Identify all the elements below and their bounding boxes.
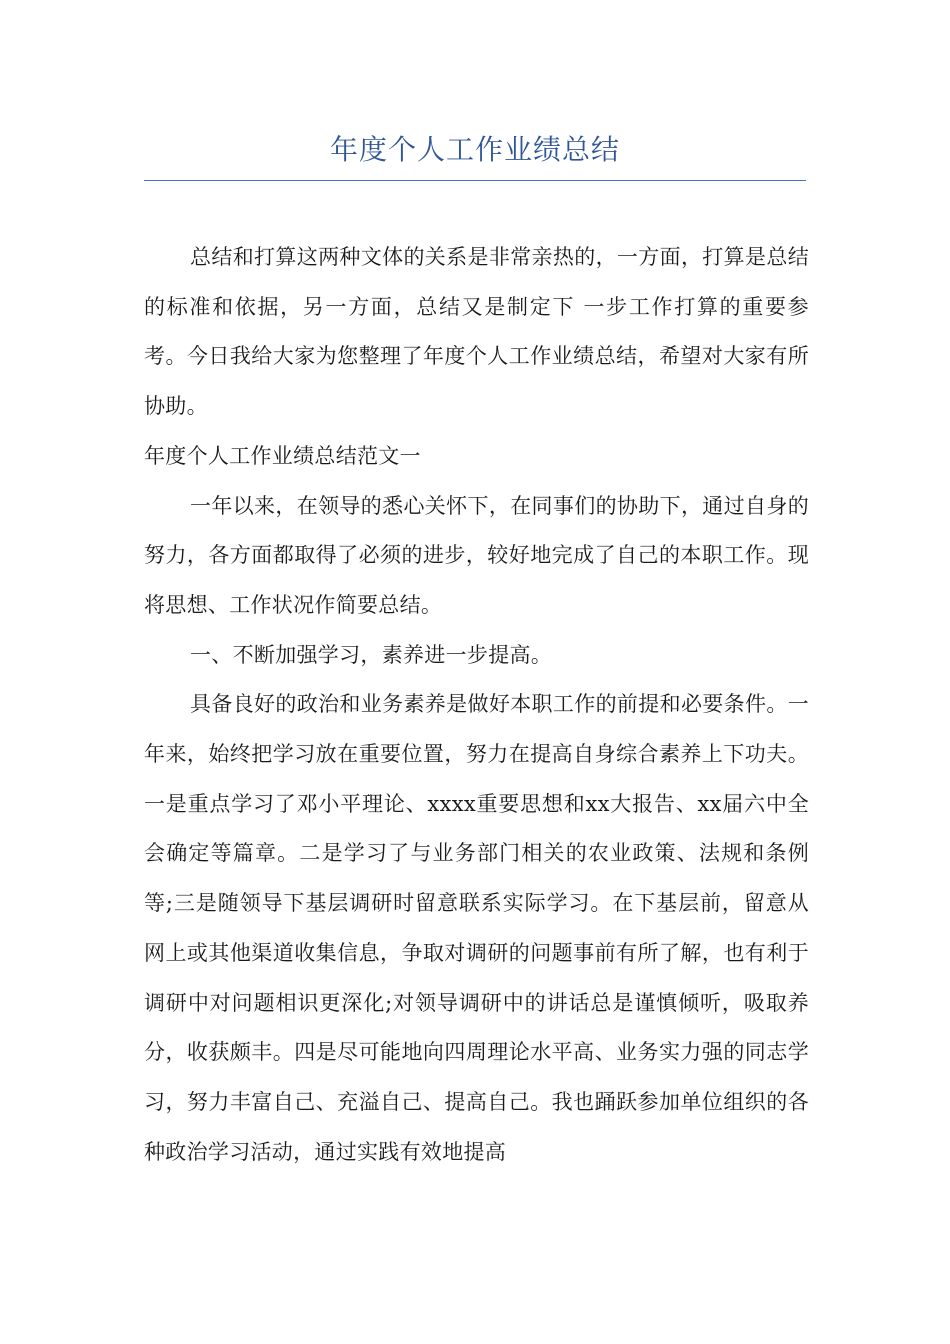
- document-title: 年度个人工作业绩总结: [329, 133, 620, 166]
- title-underline: [144, 180, 806, 181]
- document-body: [144, 233, 809, 1177]
- body-paragraph: 一年以来，在领导的悉心关怀下，在同事们的协助下，通过自身的努力，各方面都取得了必须的进步，较好地完成了自己的本职工作。现将思想、工作状况作简要总结。: [144, 493, 809, 617]
- section-heading: 年度个人工作业绩总结范文一: [144, 443, 421, 468]
- intro-paragraph: 总结和打算这两种文体的关系是非常亲热的，一方面，打算是总结的标准和依据，另一方面，总结又是制定下 一步工作打算的重要参考。今日我给大家为您整理了年度个人工作业绩总结，希望对大家有所协助。: [144, 245, 809, 419]
- subsection-heading: 一、不断加强学习，素养进一步提高。: [190, 642, 553, 667]
- body-paragraph: 具备良好的政治和业务素养是做好本职工作的前提和必要条件。一年来，始终把学习放在重要位置，努力在提高自身综合素养上下功夫。一是重点学习了邓小平理论、xxxx重要思想和xx大报告、xx届六中全会确定等篇章。二是学习了与业务部门相关的农业政策、法规和条例等;三是随领导下基层调研时留意联系实际学习。在下基层前，留意从网上或其他渠道收集信息，争取对调研的问题事前有所了解，也有利于调研中对问题相识更深化;对领导调研中的讲话总是谨慎倾听，吸取养分，收获颇丰。四是尽可能地向四周理论水平高、业务实力强的同志学习，努力丰富自己、充溢自己、提高自己。我也踊跃参加单位组织的各种政治学习活动，通过实践有效地提高: [144, 692, 809, 1164]
